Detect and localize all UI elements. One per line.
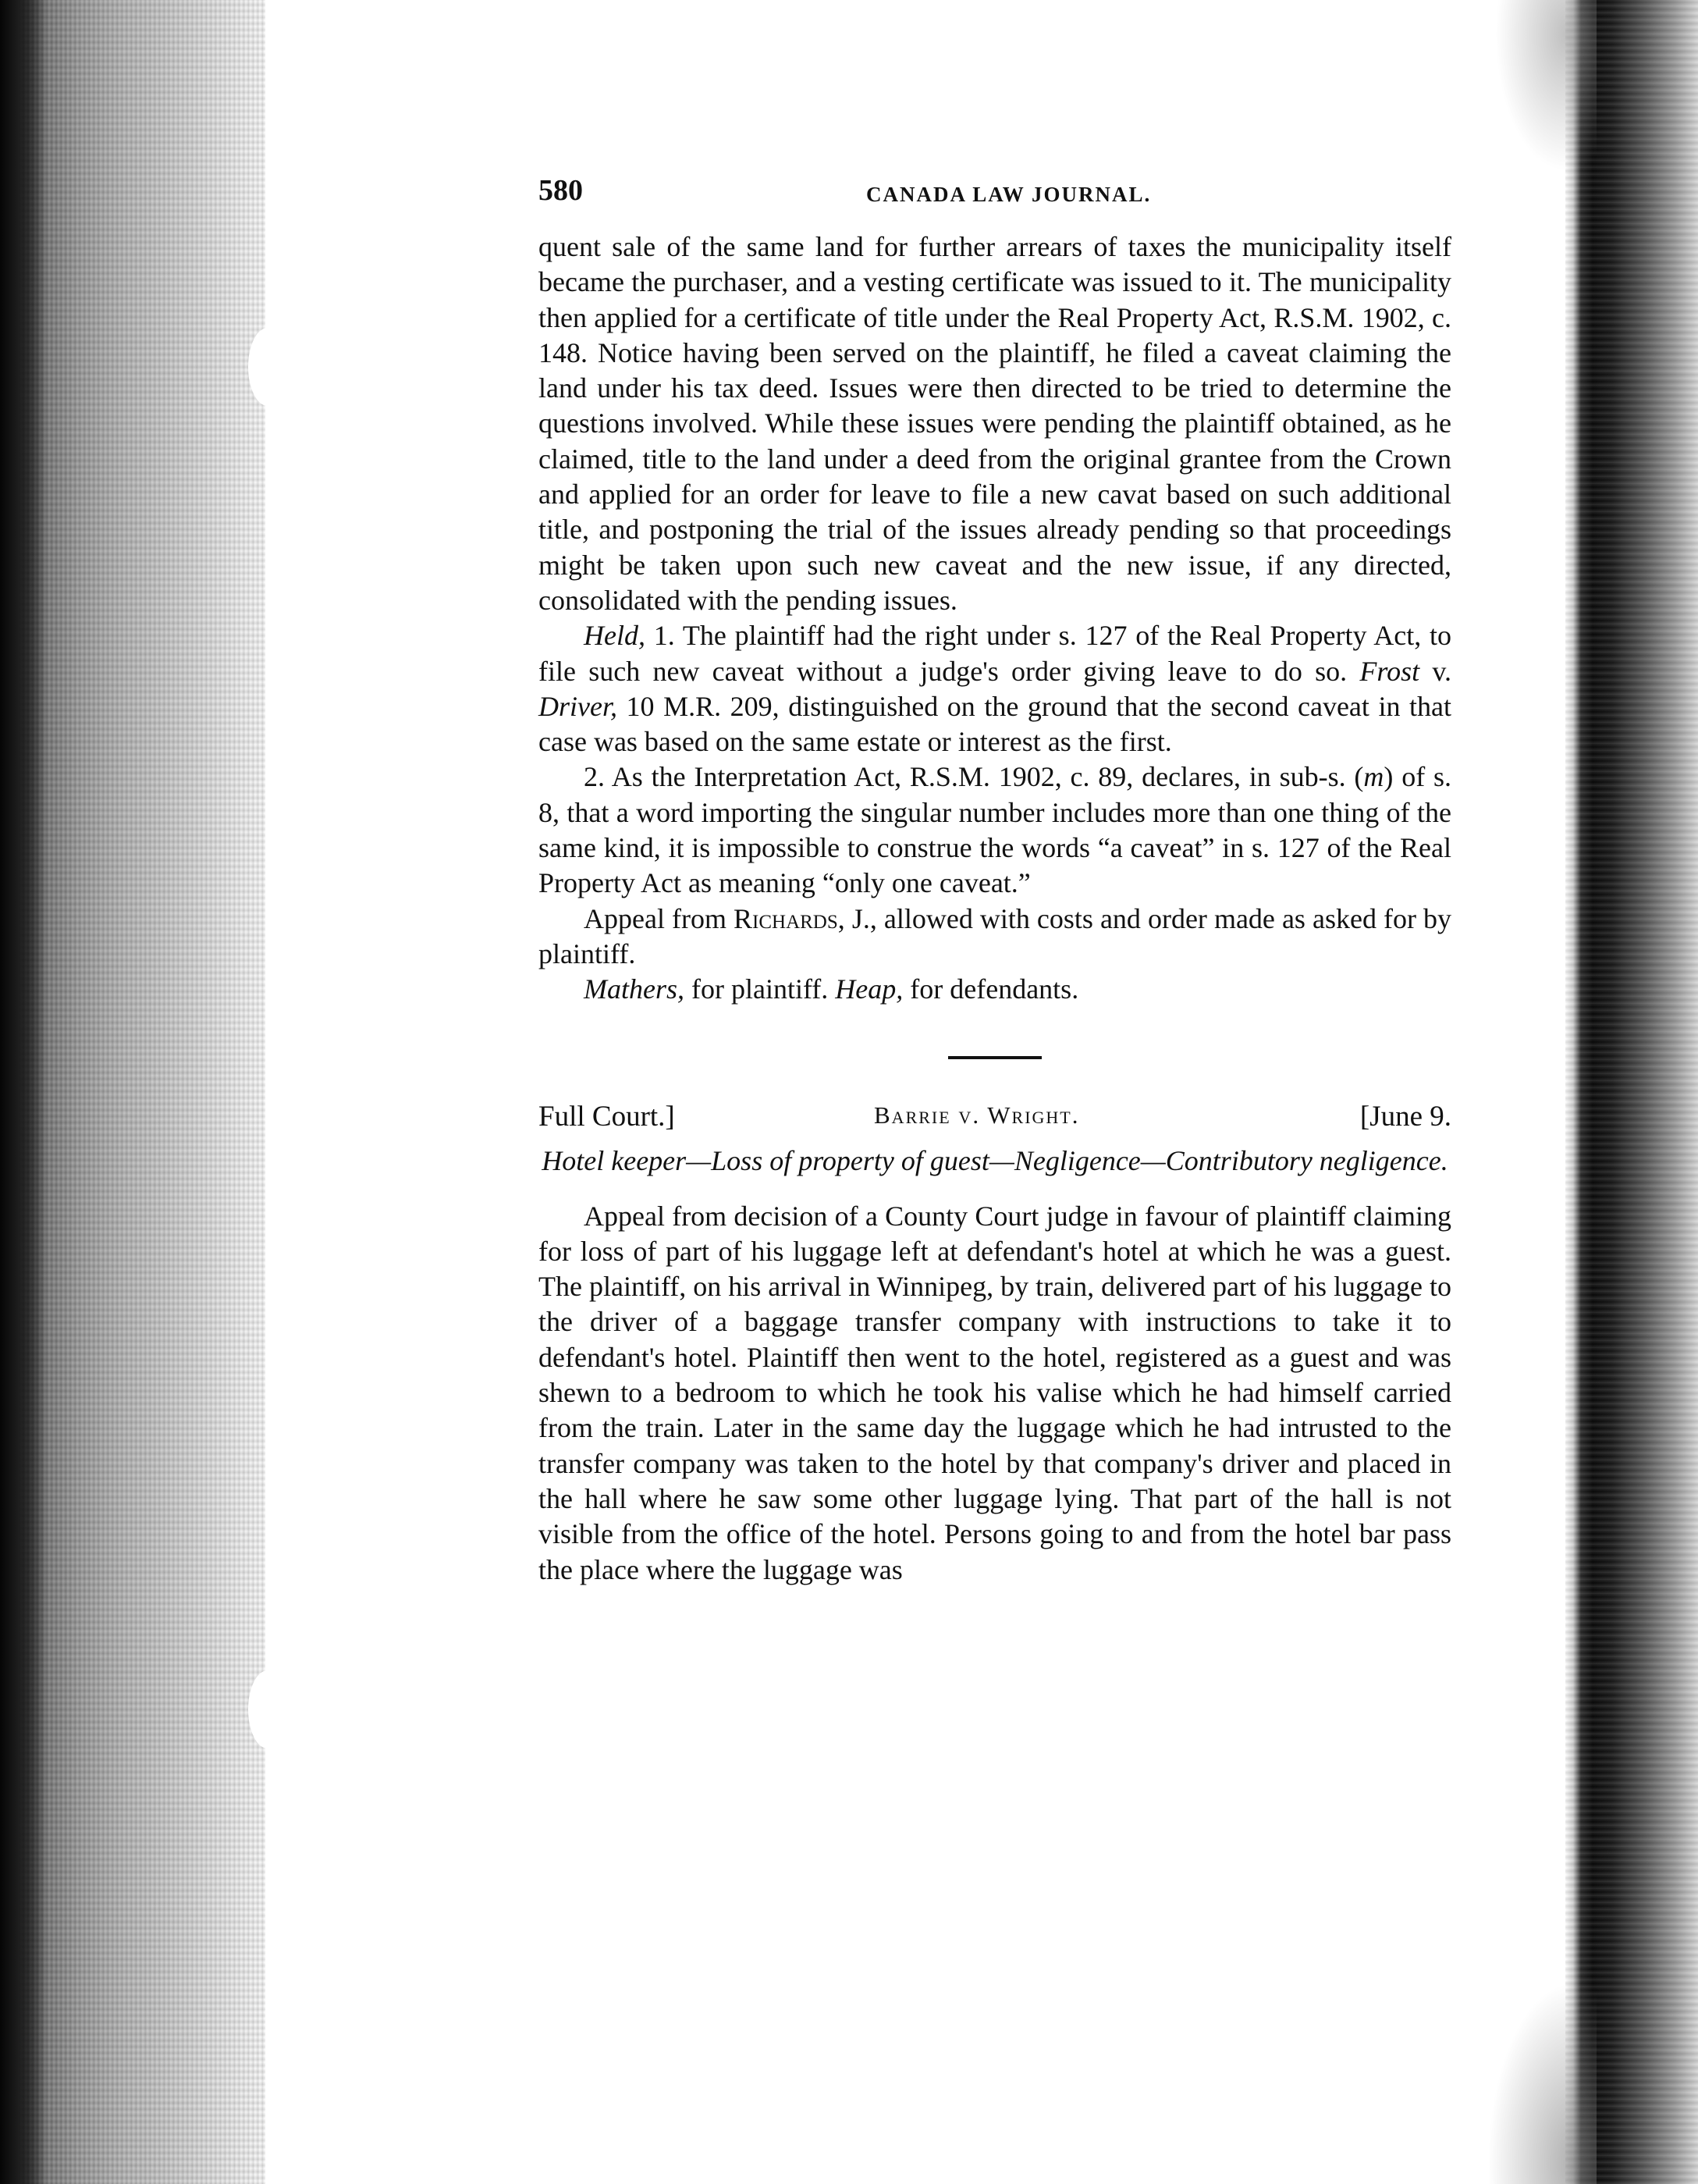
- counsel-line: [538, 972, 1451, 1007]
- appeal-judge: Richards: [734, 902, 838, 934]
- scan-left-edge: [0, 0, 265, 2184]
- held-paragraph-1: [538, 618, 1451, 759]
- held-1-text-a: 1. The plaintiff had the right under s. 127 of the Real Property Act, to file such new caveat without a judge's order giving leave to do so.: [538, 620, 1451, 687]
- case-facts-paragraph: quent sale of the same land for further arrears of taxes the municipality itself became the purchaser, and a vesting certificate was issued to it. The municipality then applied for a certificate of title under the Real Property Act, R.S.M. 1902, c. 148. Notice having been served on the plaintiff, he filed a caveat claiming the land under his tax deed. Issues were then directed to be tried to determine the questions involved. While these issues were pending the plaintiff obtained, as he claimed, title to the land under a deed from the original grantee from the Crown and applied for an order for leave to file a new cavat based on such additional title, and postponing the trial of the issues already pending so that proceedings might be taken upon such new caveat and the new issue, if any directed, consolidated with the pending issues.: [538, 231, 1451, 616]
- scan-corner-bottom: [1487, 1981, 1597, 2184]
- held-2-text-a: 2. As the Interpretation Act, R.S.M. 1902, c. 89, declares, in sub-s. (: [584, 761, 1364, 793]
- held-2-subsection-m: m: [1363, 761, 1384, 793]
- case-heading: [538, 1100, 1451, 1144]
- held-2-text-b: ) of s. 8, that a word importing the singular number includes more than one thing of the same kind, it is impossible to construe the words “a caveat” in s. 127 of the Real Property Act as meaning “only one caveat.”: [538, 761, 1451, 899]
- court-name: Full Court.]: [538, 1100, 675, 1133]
- appeal-result-paragraph: [538, 902, 1451, 973]
- held-label: Held,: [584, 620, 645, 652]
- binding-hole-upper: [248, 328, 287, 406]
- journal-title: CANADA LAW JOURNAL.: [866, 183, 1152, 206]
- cited-case-versus: v.: [1419, 655, 1452, 687]
- counsel-defendant-name: Heap,: [835, 973, 904, 1005]
- scan-corner-top: [1495, 0, 1597, 172]
- counsel-plaintiff-name: Mathers,: [584, 973, 684, 1005]
- section-divider: [948, 1056, 1042, 1059]
- counsel-plaintiff-text: for plaintiff.: [684, 973, 836, 1005]
- appeal-text-b: , J., allowed with costs and order made as asked for by plaintiff.: [538, 902, 1451, 969]
- catchwords: Hotel keeper—Loss of property of guest—Negligence—Contributory negligence.: [542, 1144, 1448, 1176]
- cited-case-frost: Frost: [1359, 655, 1420, 687]
- binding-hole-lower: [248, 1670, 287, 1748]
- case2-paragraph: Appeal from decision of a County Court judge in favour of plaintiff claiming for loss of part of his luggage left at defendant's hotel at which he was a guest. The plaintiff, on his arrival in Winnipeg, by train, delivered part of his luggage to the driver of a baggage transfer company with instructions to take it to defendant's hotel. Plaintiff then went to the hotel, registered as a guest and was shewn to a bedroom to which he took his valise which he had himself carried from the train. Later in the same day the luggage which he had intrusted to the transfer company was taken to the hotel by that company's driver and placed in the hall where he saw some other luggage lying. That part of the hall is not visible from the office of the hotel. Persons going to and from the hotel bar pass the place where the luggage was: [538, 1200, 1451, 1585]
- page-number: 580: [538, 174, 583, 207]
- counsel-defendant-text: for defendants.: [903, 973, 1079, 1005]
- cited-case-driver: Driver,: [538, 690, 617, 722]
- case-date: [June 9.: [1359, 1100, 1451, 1133]
- held-paragraph-2: [538, 759, 1451, 901]
- running-head: [538, 173, 1451, 229]
- journal-page: [538, 173, 1451, 1588]
- case-title: Barrie v. Wright.: [874, 1101, 1080, 1129]
- scan-right-edge: [1565, 0, 1698, 2184]
- held-1-text-b: 10 M.R. 209, distinguished on the ground that the second caveat in that case was based on the same estate or interest as the first.: [538, 690, 1451, 758]
- appeal-text-a: Appeal from: [584, 902, 734, 934]
